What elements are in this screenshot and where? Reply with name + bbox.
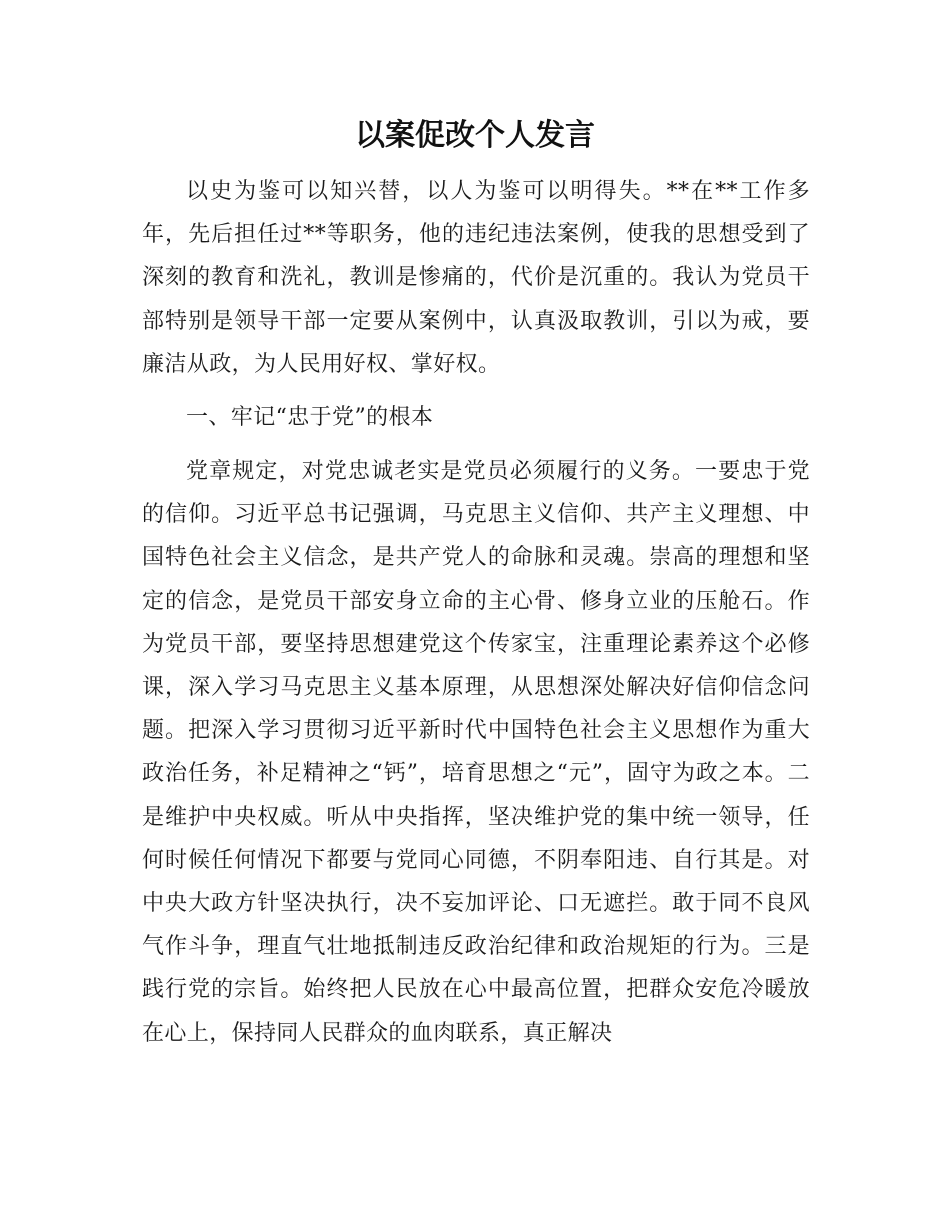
section-heading-1: 一、牢记“忠于党”的根本 [186, 405, 434, 430]
intro-paragraph: 以史为鉴可以知兴替，以人为鉴可以明得失。**在**工作多年，先后担任过**等职务，他的违纪违法案例，使我的思想受到了深刻的教育和洗礼，教训是惨痛的，代价是沉重的。我认为党员干部特别是领导干部一定要从案例中，认真汲取教训，引以为戒，要廉洁从政，为人民用好权、掌好权。 [142, 179, 810, 377]
section-1-paragraph: 党章规定，对党忠诚老实是党员必须履行的义务。一要忠于党的信仰。习近平总书记强调，马克思主义信仰、共产主义理想、中国特色社会主义信念，是共产党人的命脉和灵魂。崇高的理想和坚定的信念，是党员干部安身立命的主心骨、修身立业的压舱石。作为党员干部，要坚持思想建党这个传家宝，注重理论素养这个必修课，深入学习马克思主义基本原理，从思想深处解决好信仰信念问题。把深入学习贯彻习近平新时代中国特色社会主义思想作为重大政治任务，补足精神之“钙”，培育思想之“元”，固守为政之本。二是维护中央权威。听从中央指挥，坚决维护党的集中统一领导，任何时候任何情况下都要与党同心同德，不阴奉阳违、自行其是。对中央大政方针坚决执行，决不妄加评论、口无遮拦。敢于同不良风气作斗争，理直气壮地抵制违反政治纪律和政治规矩的行为。三是践行党的宗旨。始终把人民放在心中最高位置，把群众安危冷暖放在心上，保持同人民群众的血肉联系，真正解决 [142, 459, 810, 1046]
document-title: 以案促改个人发言 [355, 118, 595, 153]
